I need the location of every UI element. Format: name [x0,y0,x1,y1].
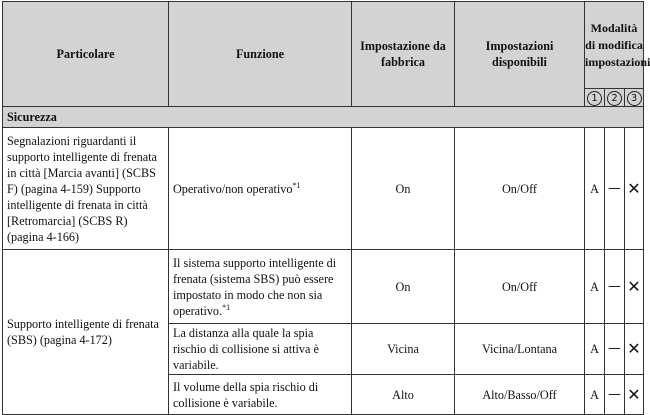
cell-mode-2: — [605,324,625,375]
cell-mode-2: — [605,250,625,324]
cell-mode-3: ✕ [625,375,644,415]
cell-fabbrica: On [352,250,455,324]
section-title: Sicurezza [3,107,644,128]
cell-fabbrica: On [352,128,455,250]
table-row [3,250,644,324]
cell-funzione: Il sistema supporto intelligente di frenata (sistema SBS) può essere impostato in modo che non sia operativo.$^{*1}$ [169,250,352,324]
cell-disponibili: On/Off [455,128,585,250]
cell-mode-1: A [585,375,605,415]
header-modalita: Modalità di modifica impostazioni [585,2,644,89]
cell-funzione: Operativo/non operativo$^{*1}$ [169,128,352,250]
section-row [3,107,644,128]
table-row [3,128,644,250]
cell-funzione: Il volume della spia rischio di collisione è variabile. [169,375,352,415]
cell-particolare: Supporto intelligente di frenata (SBS) (pagina 4-172) [3,250,169,415]
cell-disponibili: Vicina/Lontana [455,324,585,375]
cell-mode-2: — [605,128,625,250]
cell-mode-1: A [585,250,605,324]
header-particolare: Particolare [3,2,169,107]
cell-mode-1: A [585,128,605,250]
cell-mode-2: — [605,375,625,415]
header-impostazioni-disponibili: Impostazioni disponibili [455,2,585,107]
cell-particolare: Segnalazioni riguardanti il supporto intelligente di frenata in città [Marcia avanti] (SCBS F) (pagina 4-159) Supporto intelligente di frenata in città [Retromarcia] (SCBS R) (pagina 4-166) [3,128,169,250]
cell-mode-3: ✕ [625,250,644,324]
cell-fabbrica: Vicina [352,324,455,375]
settings-table [2,1,650,415]
header-mode-1: 1 [585,89,605,107]
header-funzione: Funzione [169,2,352,107]
cell-mode-3: ✕ [625,128,644,250]
cell-disponibili: Alto/Basso/Off [455,375,585,415]
cell-mode-3: ✕ [625,324,644,375]
header-mode-2: 2 [605,89,625,107]
cell-fabbrica: Alto [352,375,455,415]
header-mode-3: 3 [625,89,644,107]
cell-disponibili: On/Off [455,250,585,324]
cell-mode-1: A [585,324,605,375]
cell-funzione: La distanza alla quale la spia rischio di collisione si attiva è variabile. [169,324,352,375]
header-impostazione-fabbrica: Impostazione da fabbrica [352,2,455,107]
